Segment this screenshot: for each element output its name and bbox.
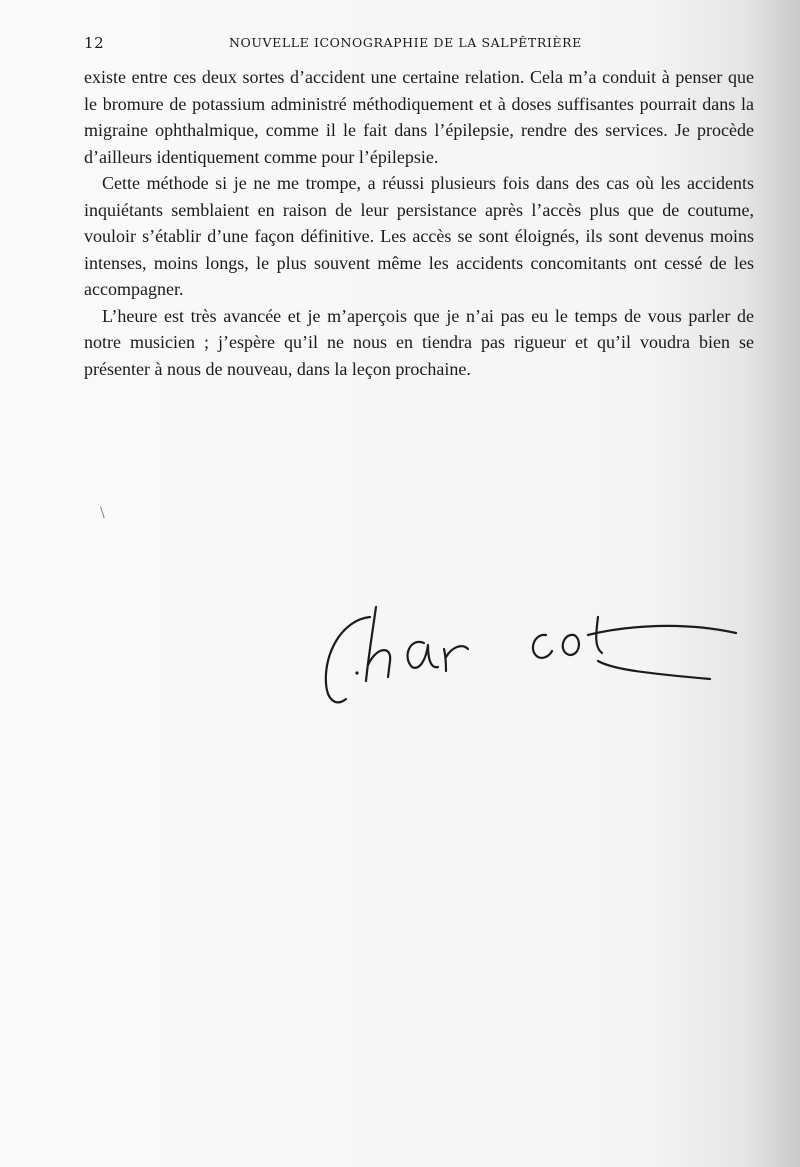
paragraph: L’heure est très avancée et je m’aperçois que je n’ai pas eu le temps de vous parler de notre musicien ; j’espère qu’il ne nous en tiendra pas rigueur et qu’il voudra bien se présenter à nous de nouveau, dans la leçon prochaine.	[84, 305, 754, 379]
running-title: NOUVELLE ICONOGRAPHIE DE LA SALPÊTRIÈRE	[229, 35, 582, 50]
paragraph: Cette méthode si je ne me trompe, a réussi plusieurs fois dans des cas où les accidents inquiétants semblaient en raison de leur persistance après l’accès plus que de coutume, vouloir s’établir d’une façon définitive. Les accès se sont éloignés, ils sont devenus moins intenses, moins longs, le plus souvent même les accidents concomitants ont cessé de les accompagner.	[84, 173, 754, 299]
stray-mark: \	[100, 505, 105, 521]
paragraph: existe entre ces deux sortes d’accident une certaine relation. Cela m’a conduit à penser que le bromure de potassium administré méthodiquement et à doses suffisantes pourrait dans la migraine ophthalmique, comme il le fait dans l’épilepsie, rendre des services. Je procède d’ailleurs identiquement comme pour l’épilepsie.	[84, 67, 754, 167]
body-text	[84, 64, 754, 382]
running-head	[84, 34, 748, 54]
handwritten-signature	[312, 595, 752, 725]
page-number: 12	[84, 34, 105, 52]
signature-drawing	[312, 595, 752, 725]
